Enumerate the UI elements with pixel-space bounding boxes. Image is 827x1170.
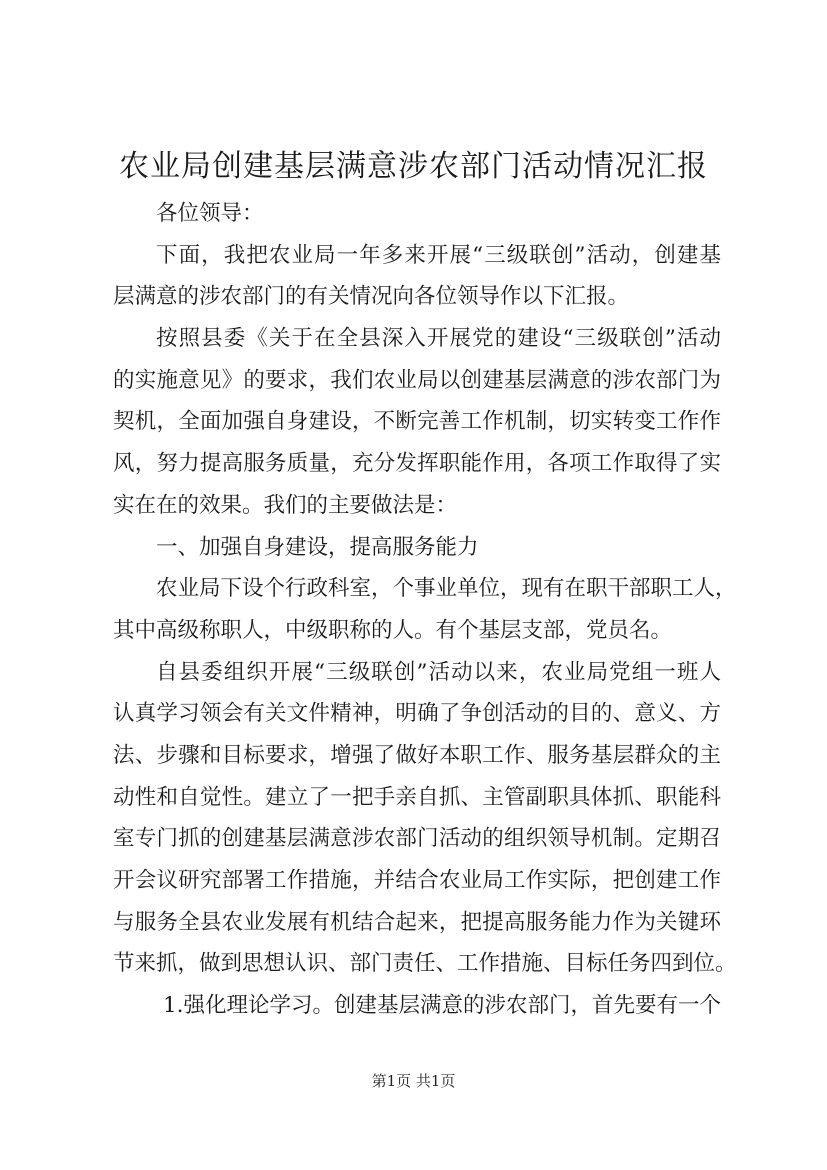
paragraph-line: 认真学习领会有关文件精神，明确了争创活动的目的、意义、方: [113, 701, 721, 727]
paragraph-line: 下面，我把农业局一年多来开展“三级联创”活动，创建基: [156, 242, 721, 268]
paragraph-line: 动性和自觉性。建立了一把手亲自抓、主管副职具体抓、职能科: [113, 784, 721, 810]
paragraph-line: 实在在的效果。我们的主要做法是：: [113, 492, 458, 518]
document-body: [113, 193, 737, 1027]
paragraph-line: 节来抓，做到思想认识、部门责任、工作措施、目标任务四到位。: [113, 951, 737, 977]
paragraph-line: 契机，全面加强自身建设，不断完善工作机制，切实转变工作作: [113, 409, 721, 435]
paragraph-line: 室专门抓的创建基层满意涉农部门活动的组织领导机制。定期召: [113, 826, 721, 852]
paragraph-line: 开会议研究部署工作措施，并结合农业局工作实际，把创建工作: [113, 868, 721, 893]
numbered-item-line: 1.强化理论学习。创建基层满意的涉农部门，首先要有一个: [163, 993, 722, 1019]
page-number-footer: 第1页 共1页: [371, 1072, 456, 1090]
paragraph-line: 与服务全县农业发展有机结合起来，把提高服务能力作为关键环: [113, 909, 721, 935]
paragraph-line: 法、步骤和目标要求，增强了做好本职工作、服务基层群众的主: [113, 742, 721, 768]
salutation-line: 各位领导：: [156, 201, 264, 226]
paragraph-line: 风，努力提高服务质量，充分发挥职能作用，各项工作取得了实: [113, 451, 721, 477]
paragraph-line: 农业局下设个行政科室，个事业单位，现有在职干部职工人，: [156, 576, 737, 602]
paragraph-line: 的实施意见》的要求，我们农业局以创建基层满意的涉农部门为: [113, 367, 721, 393]
document-title: 农业局创建基层满意涉农部门活动情况汇报: [119, 149, 708, 184]
paragraph-line: 自县委组织开展“三级联创”活动以来，农业局党组一班人: [156, 659, 721, 685]
paragraph-line: 按照县委《关于在全县深入开展党的建设“三级联创”活动: [156, 326, 721, 352]
paragraph-line: 层满意的涉农部门的有关情况向各位领导作以下汇报。: [113, 284, 630, 310]
paragraph-line: 其中高级称职人，中级职称的人。有个基层支部，党员名。: [113, 617, 673, 643]
section-heading: 一、加强自身建设，提高服务能力: [156, 534, 479, 560]
